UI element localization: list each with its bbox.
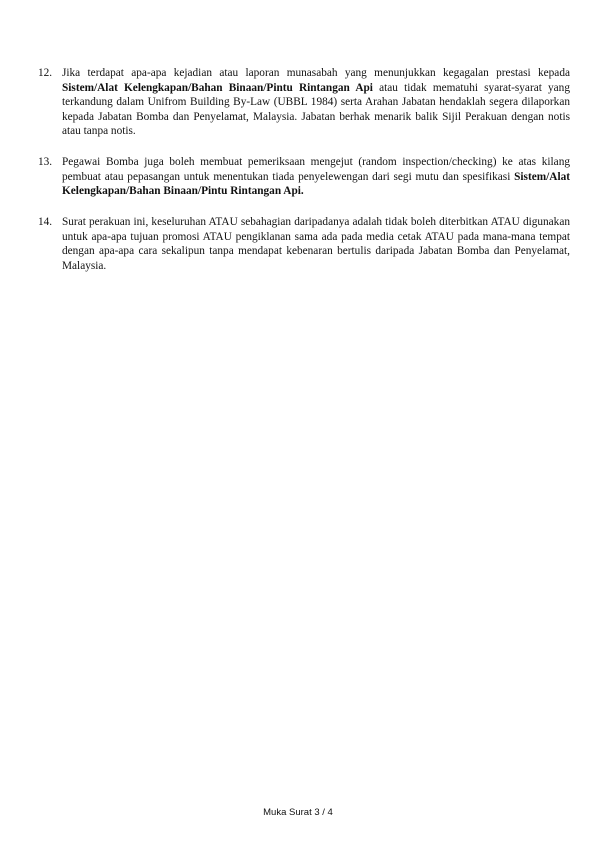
clause-bold-term: Sistem/Alat Kelengkapan/Bahan Binaan/Pintu Rintangan Api — [62, 81, 373, 94]
clause-text-part: Surat perakuan ini, keseluruhan ATAU sebahagian daripadanya adalah tidak boleh diterbitkan ATAU digunakan untuk apa-apa tujuan promosi ATAU pengiklanan sama ada pada media cetak ATAU pada mana-mana tempat dengan apa-apa cara sekalipun tanpa mendapat kebenaran bertulis daripada Jabatan Bomba dan Penyelamat, Malaysia. — [62, 216, 570, 272]
clause-text-part: Jika terdapat apa-apa kejadian atau laporan munasabah yang menunjukkan kegagalan prestasi kepada — [62, 67, 570, 79]
clause-text — [62, 66, 570, 139]
clause-text-part: Pegawai Bomba juga boleh membuat pemeriksaan mengejut (random inspection/checking) ke atas kilang pembuat atau pepasangan untuk menentukan tiada penyelewengan dari segi mutu dan spesifikasi — [62, 156, 570, 183]
clause-12 — [38, 66, 570, 139]
clause-text — [62, 215, 570, 273]
clause-number: 13. — [38, 156, 53, 168]
clause-bold-term: Sistem/Alat Kelengkapan/Bahan Binaan/Pintu Rintangan Api. — [62, 170, 570, 198]
clause-14 — [38, 215, 570, 273]
clause-13 — [38, 155, 570, 199]
clause-text — [62, 155, 570, 199]
clause-number: 14. — [38, 216, 53, 228]
clause-number: 12. — [38, 67, 53, 79]
clause-text-part: atau tidak mematuhi syarat-syarat yang terkandung dalam Unifrom Building By-Law (UBBL 1984) serta Arahan Jabatan hendaklah segera dilaporkan kepada Jabatan Bomba dan Penyelamat, Malaysia. Jabatan berhak menarik balik Sijil Perakuan dengan notis atau tanpa notis. — [62, 81, 570, 138]
page-number-footer: Muka Surat 3 / 4 — [263, 807, 333, 818]
